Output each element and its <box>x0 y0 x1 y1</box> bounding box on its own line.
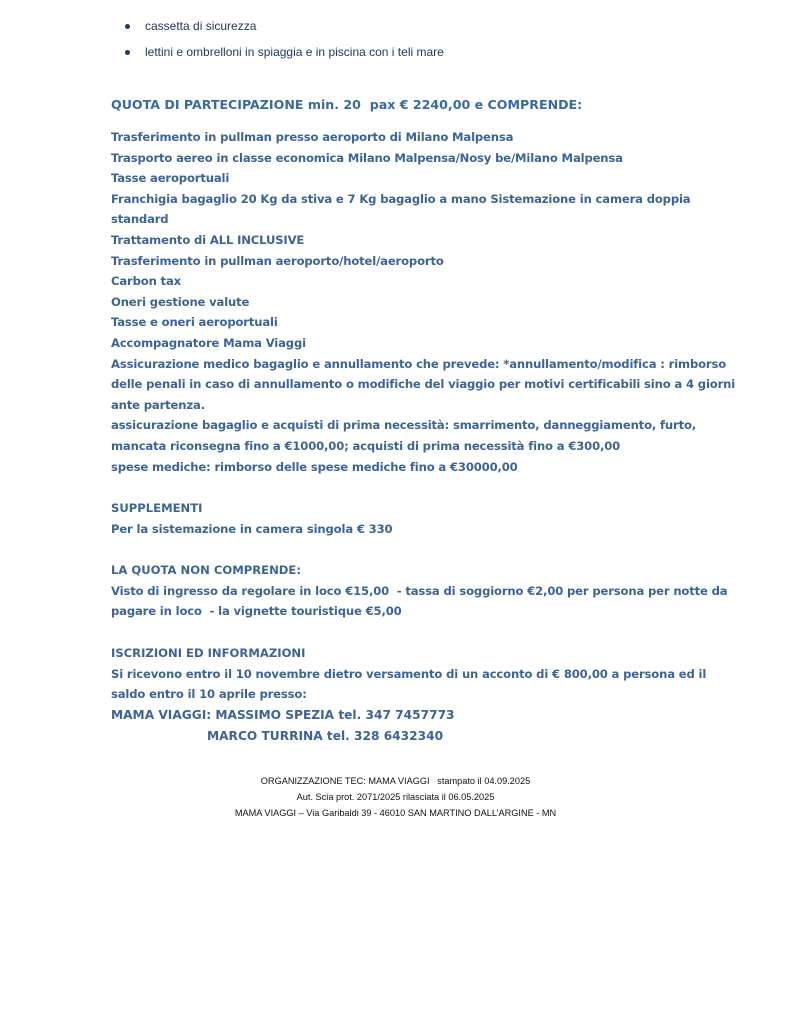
non-comprende-title: LA QUOTA NON COMPRENDE: <box>111 563 301 577</box>
includes-line: Trattamento di ALL INCLUSIVE <box>111 232 305 247</box>
list-item <box>118 16 444 42</box>
bullet-icon <box>125 24 130 29</box>
footer-address: MAMA VIAGGI – Via Garibaldi 39 - 46010 SAN MARTINO DALL’ARGINE - MN <box>234 808 557 818</box>
footer-organization: ORGANIZZAZIONE TEC: MAMA VIAGGI stampato il 04.09.2025 <box>260 776 531 786</box>
iscrizioni-section <box>111 643 711 747</box>
page-footer <box>0 773 791 821</box>
includes-line: Assicurazione medico bagaglio e annullamento che prevede: *annullamento/modifica : rimborso <box>111 356 727 371</box>
includes-line: Trasporto aereo in classe economica Milano Malpensa/Nosy be/Milano Malpensa <box>111 150 623 165</box>
includes-line: Oneri gestione valute <box>111 294 250 309</box>
contact-massimo-spezia: MAMA VIAGGI: MASSIMO SPEZIA tel. 347 7457773 <box>111 707 455 722</box>
includes-line: Carbon tax <box>111 274 181 289</box>
non-comprende-line: Visto di ingresso da regolare in loco €15,00 - tassa di soggiorno €2,00 per persona per notte da <box>111 583 728 598</box>
bullet-icon <box>125 50 130 55</box>
includes-line: Franchigia bagaglio 20 Kg da stiva e 7 Kg bagaglio a mano Sistemazione in camera doppia <box>111 191 691 206</box>
supplementi-text: Per la sistemazione in camera singola € 330 <box>111 521 393 536</box>
supplementi-title: SUPPLEMENTI <box>111 501 203 515</box>
iscrizioni-line: saldo entro il 10 aprile presso: <box>111 687 307 702</box>
iscrizioni-title: ISCRIZIONI ED INFORMAZIONI <box>111 646 306 660</box>
includes-line: Tasse e oneri aeroportuali <box>111 315 278 330</box>
services-bullet-list <box>118 16 444 68</box>
includes-line: Trasferimento in pullman aeroporto/hotel/aeroporto <box>111 253 444 268</box>
includes-line: spese mediche: rimborso delle spese mediche fino a €30000,00 <box>111 459 518 474</box>
includes-line: mancata riconsegna fino a €1000,00; acquisti di prima necessità fino a €300,00 <box>111 438 621 453</box>
footer-authorization: Aut. Scia prot. 2071/2025 rilasciata il 06.05.2025 <box>296 792 495 802</box>
includes-line: assicurazione bagaglio e acquisti di prima necessità: smarrimento, danneggiamento, furto, <box>111 418 697 433</box>
includes-line: ante partenza. <box>111 397 205 412</box>
supplementi-section <box>111 498 711 539</box>
non-comprende-section <box>111 560 728 622</box>
iscrizioni-line: Si ricevono entro il 10 novembre dietro versamento di un acconto di € 800,00 a persona ed il <box>111 666 707 681</box>
includes-line: delle penali in caso di annullamento o modifiche del viaggio per motivi certificabili sino a 4 giorni <box>111 377 736 392</box>
bullet-text: lettini e ombrelloni in spiaggia e in piscina con i teli mare <box>145 45 444 59</box>
includes-line: Tasse aeroportuali <box>111 171 230 186</box>
bullet-text: cassetta di sicurezza <box>145 19 257 33</box>
quota-heading: QUOTA DI PARTECIPAZIONE min. 20 pax € 2240,00 e COMPRENDE: <box>111 97 583 112</box>
includes-line: standard <box>111 212 169 227</box>
includes-list <box>111 127 736 477</box>
non-comprende-line: pagare in loco - la vignette touristique €5,00 <box>111 604 402 619</box>
includes-line: Accompagnatore Mama Viaggi <box>111 335 306 350</box>
includes-line: Trasferimento in pullman presso aeroporto di Milano Malpensa <box>111 130 514 144</box>
contact-marco-turrina: MARCO TURRINA tel. 328 6432340 <box>207 728 444 743</box>
list-item <box>118 42 444 68</box>
